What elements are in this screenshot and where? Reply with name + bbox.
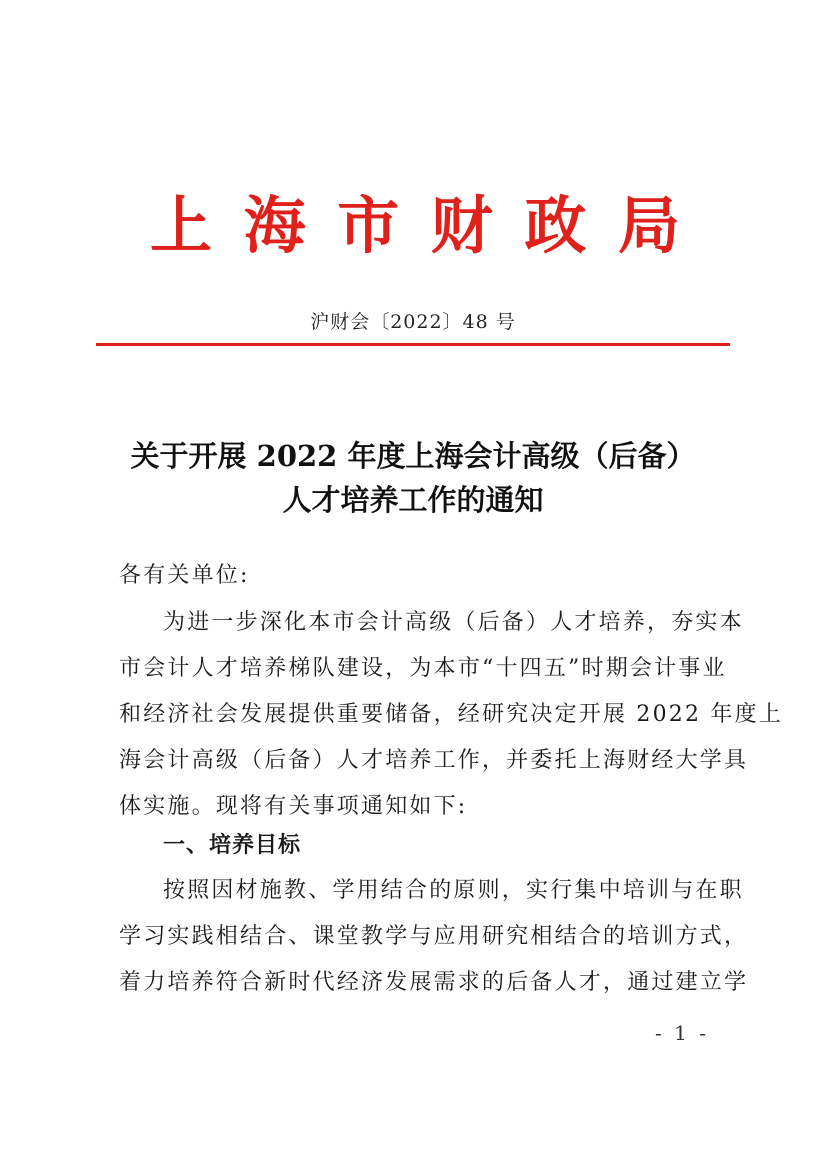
header-char: 政 [524, 189, 587, 262]
paragraph-line: 体实施。现将有关事项通知如下: [119, 794, 468, 819]
document-number: 沪财会〔2022〕48 号 [310, 311, 516, 333]
addressee: 各有关单位: [119, 563, 250, 588]
document-title-line-1: 关于开展 2022 年度上海会计高级（后备） [130, 439, 696, 473]
paragraph-line: 为进一步深化本市会计高级（后备）人才培养，夯实本 [163, 610, 744, 635]
paragraph-line: 按照因材施教、学用结合的原则，实行集中培训与在职 [163, 878, 744, 903]
paragraph-line: 海会计高级（后备）人才培养工作，并委托上海财经大学具 [119, 748, 749, 773]
header-char: 市 [337, 189, 400, 262]
document-title-line-2: 人才培养工作的通知 [282, 483, 544, 517]
paragraph-line: 着力培养符合新时代经济发展需求的后备人才，通过建立学 [119, 970, 749, 995]
header-char: 局 [617, 189, 680, 262]
issuing-authority-header [150, 186, 680, 266]
section-heading: 一、培养目标 [163, 833, 302, 858]
paragraph-line: 和经济社会发展提供重要储备，经研究决定开展 2022 年度上 [119, 702, 783, 727]
paragraph-line: 市会计人才培养梯队建设，为本市“十四五”时期会计事业 [119, 656, 727, 681]
header-char: 财 [430, 189, 493, 262]
paragraph-line: 学习实践相结合、课堂教学与应用研究相结合的培训方式， [119, 924, 749, 949]
header-char: 海 [243, 189, 306, 262]
red-divider-line [96, 343, 730, 346]
page-number: - 1 - [655, 1021, 709, 1045]
header-char: 上 [150, 189, 213, 262]
